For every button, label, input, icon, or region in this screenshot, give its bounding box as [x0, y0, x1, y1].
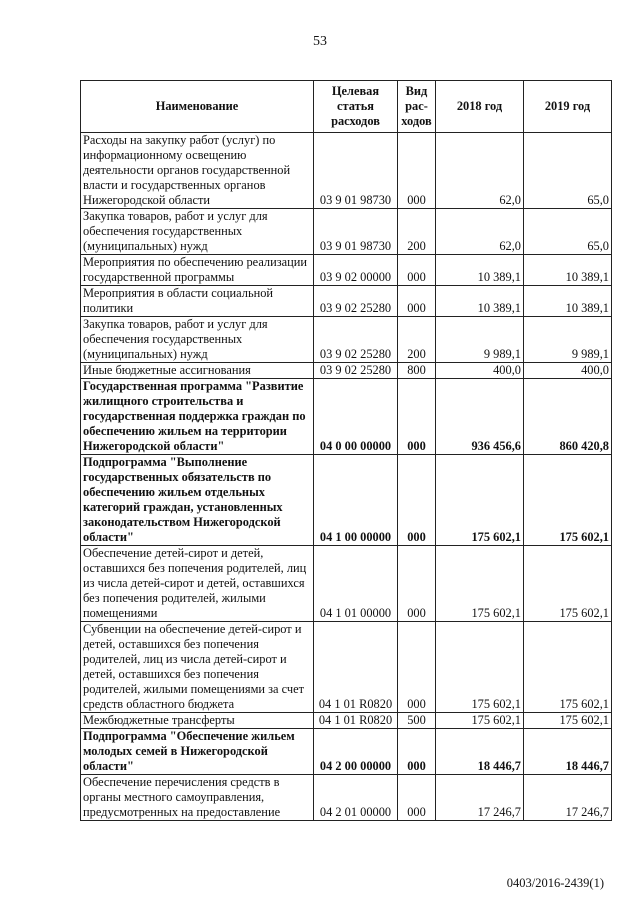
cell-expense-type: 000 [398, 133, 436, 209]
cell-target-article: 03 9 02 25280 [314, 363, 398, 379]
cell-2018: 10 389,1 [436, 255, 524, 286]
cell-2018: 18 446,7 [436, 729, 524, 775]
cell-name: Субвенции на обеспечение детей-сирот и детей, оставшихся без попечения родителей, лиц из числа детей-сирот и детей, оставшихся без попечения родителей, жилыми помещениями за счет средств областного бюджета [81, 622, 314, 713]
cell-2019: 65,0 [524, 133, 612, 209]
table-row [81, 546, 612, 622]
cell-2018: 10 389,1 [436, 286, 524, 317]
cell-target-article: 04 1 00 00000 [314, 455, 398, 546]
cell-2019: 65,0 [524, 209, 612, 255]
cell-name: Межбюджетные трансферты [81, 713, 314, 729]
cell-target-article: 03 9 02 25280 [314, 317, 398, 363]
cell-2019: 175 602,1 [524, 546, 612, 622]
cell-expense-type: 200 [398, 317, 436, 363]
cell-2018: 175 602,1 [436, 713, 524, 729]
cell-2019: 17 246,7 [524, 775, 612, 821]
cell-name: Подпрограмма "Выполнение государственных обязательств по обеспечению жильем отдельных категорий граждан, установленных законодательством Нижегородской области" [81, 455, 314, 546]
header-2018: 2018 год [436, 81, 524, 133]
cell-name: Государственная программа "Развитие жилищного строительства и государственная поддержка граждан по обеспечению жильем на территории Нижегородской области" [81, 379, 314, 455]
table-row [81, 622, 612, 713]
cell-target-article: 04 2 00 00000 [314, 729, 398, 775]
table-body [81, 133, 612, 821]
cell-2018: 175 602,1 [436, 622, 524, 713]
cell-name: Закупка товаров, работ и услуг для обеспечения государственных (муниципальных) нужд [81, 317, 314, 363]
cell-2018: 17 246,7 [436, 775, 524, 821]
table-row [81, 713, 612, 729]
cell-target-article: 04 1 01 00000 [314, 546, 398, 622]
cell-2018: 62,0 [436, 209, 524, 255]
cell-name: Мероприятия по обеспечению реализации государственной программы [81, 255, 314, 286]
cell-target-article: 03 9 02 00000 [314, 255, 398, 286]
table-row [81, 729, 612, 775]
header-target-article: Целевая статья расходов [314, 81, 398, 133]
cell-2018: 62,0 [436, 133, 524, 209]
cell-name: Подпрограмма "Обеспечение жильем молодых семей в Нижегородской области" [81, 729, 314, 775]
header-2019: 2019 год [524, 81, 612, 133]
budget-table [80, 80, 612, 821]
table-row [81, 455, 612, 546]
page-number: 53 [313, 34, 327, 49]
cell-2019: 10 389,1 [524, 286, 612, 317]
cell-name: Расходы на закупку работ (услуг) по информационному освещению деятельности органов государственной власти и государственных органов Нижегородской области [81, 133, 314, 209]
header-name: Наименование [81, 81, 314, 133]
cell-name: Обеспечение детей-сирот и детей, оставшихся без попечения родителей, лиц из числа детей-сирот и детей, оставшихся без попечения родителей, жилыми помещениями [81, 546, 314, 622]
table-row [81, 133, 612, 209]
cell-target-article: 04 1 01 R0820 [314, 622, 398, 713]
table-row [81, 286, 612, 317]
cell-2019: 18 446,7 [524, 729, 612, 775]
cell-2019: 175 602,1 [524, 622, 612, 713]
table-header-row [81, 81, 612, 133]
cell-expense-type: 000 [398, 379, 436, 455]
table-row [81, 775, 612, 821]
table-row [81, 379, 612, 455]
cell-name: Закупка товаров, работ и услуг для обеспечения государственных (муниципальных) нужд [81, 209, 314, 255]
table-row [81, 209, 612, 255]
cell-target-article: 04 2 01 00000 [314, 775, 398, 821]
header-expense-type: Вид рас-ходов [398, 81, 436, 133]
cell-expense-type: 000 [398, 255, 436, 286]
cell-expense-type: 500 [398, 713, 436, 729]
cell-target-article: 03 9 01 98730 [314, 209, 398, 255]
table-row [81, 363, 612, 379]
cell-expense-type: 000 [398, 622, 436, 713]
cell-target-article: 04 1 01 R0820 [314, 713, 398, 729]
cell-name: Обеспечение перечисления средств в органы местного самоуправления, предусмотренных на предоставление [81, 775, 314, 821]
document-code: 0403/2016-2439(1) [506, 876, 604, 890]
cell-2018: 936 456,6 [436, 379, 524, 455]
cell-expense-type: 000 [398, 729, 436, 775]
cell-expense-type: 000 [398, 775, 436, 821]
table-row [81, 255, 612, 286]
cell-name: Мероприятия в области социальной политики [81, 286, 314, 317]
cell-expense-type: 000 [398, 546, 436, 622]
cell-2019: 175 602,1 [524, 455, 612, 546]
cell-2019: 9 989,1 [524, 317, 612, 363]
cell-target-article: 03 9 01 98730 [314, 133, 398, 209]
cell-2019: 860 420,8 [524, 379, 612, 455]
cell-expense-type: 200 [398, 209, 436, 255]
cell-2018: 175 602,1 [436, 455, 524, 546]
table-row [81, 317, 612, 363]
cell-target-article: 03 9 02 25280 [314, 286, 398, 317]
cell-2018: 175 602,1 [436, 546, 524, 622]
cell-2018: 9 989,1 [436, 317, 524, 363]
cell-target-article: 04 0 00 00000 [314, 379, 398, 455]
cell-name: Иные бюджетные ассигнования [81, 363, 314, 379]
cell-expense-type: 800 [398, 363, 436, 379]
cell-2018: 400,0 [436, 363, 524, 379]
cell-2019: 175 602,1 [524, 713, 612, 729]
cell-2019: 400,0 [524, 363, 612, 379]
cell-2019: 10 389,1 [524, 255, 612, 286]
cell-expense-type: 000 [398, 286, 436, 317]
cell-expense-type: 000 [398, 455, 436, 546]
